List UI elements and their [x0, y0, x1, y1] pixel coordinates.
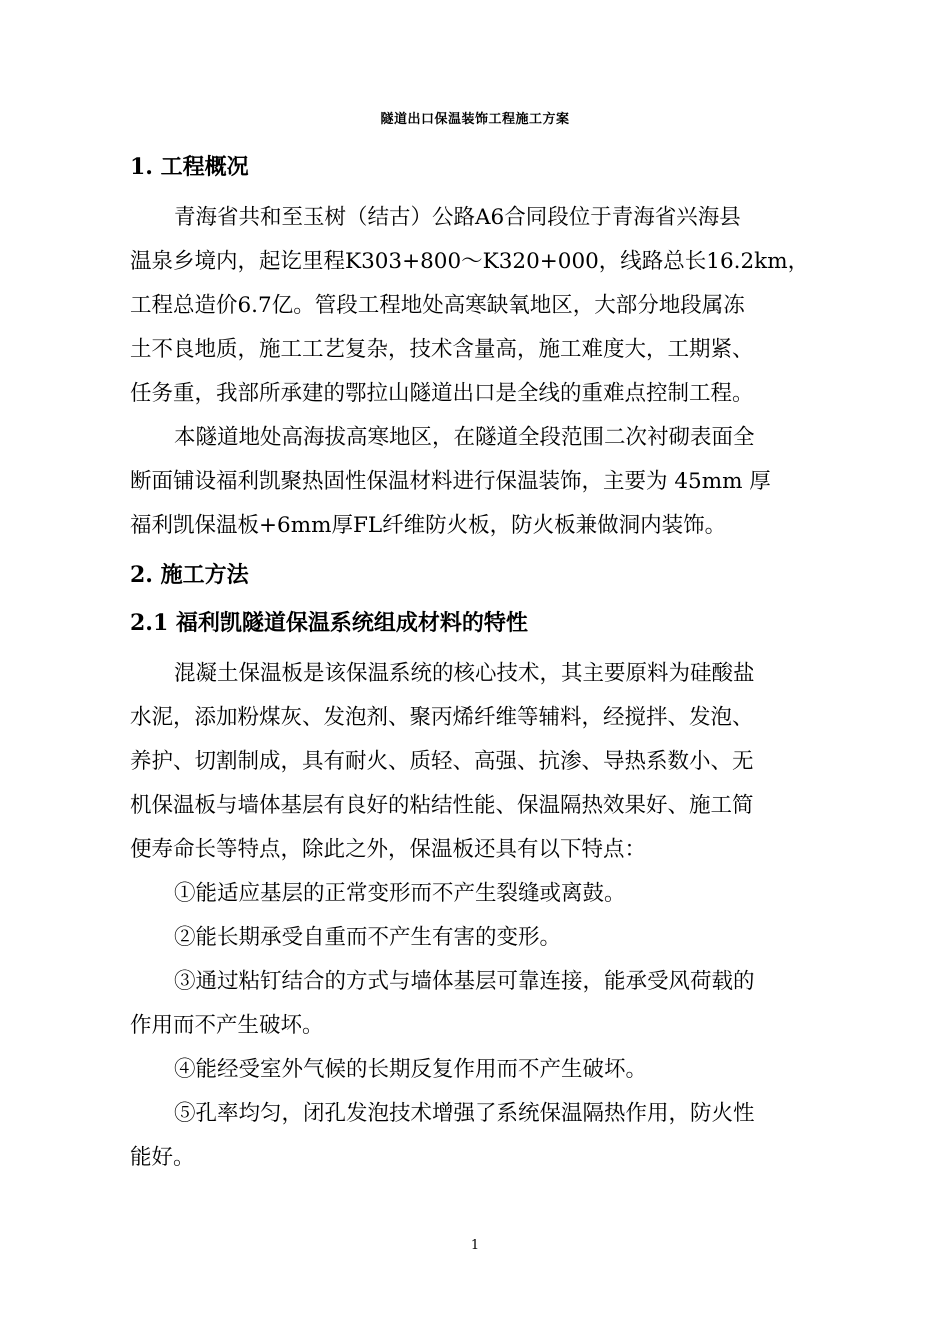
section-2-heading: 2. 施工方法 — [130, 562, 249, 588]
paragraph-line: 青海省共和至玉树（结古）公路A6合同段位于青海省兴海县 — [174, 205, 741, 230]
page-number: 1 — [470, 1238, 480, 1253]
paragraph-line: 福利凯保温板+6mm厚FL纤维防火板，防火板兼做洞内装饰。 — [130, 513, 727, 538]
feature-item-2 — [130, 916, 882, 960]
paragraph-line: ⑤孔率均匀，闭孔发泡技术增强了系统保温隔热作用，防火性 — [174, 1101, 755, 1126]
feature-item-3 — [130, 960, 882, 1048]
paragraph-line: 任务重，我部所承建的鄂拉山隧道出口是全线的重难点控制工程。 — [130, 381, 754, 406]
paragraph-line: 本隧道地处高海拔高寒地区，在隧道全段范围二次衬砌表面全 — [174, 425, 755, 450]
paragraph-line: 养护、切割制成，具有耐火、质轻、高强、抗渗、导热系数小、无 — [130, 749, 754, 774]
section-1-paragraph-1 — [130, 196, 882, 416]
section-2-1-paragraph — [130, 652, 882, 872]
paragraph-line: ③通过粘钉结合的方式与墙体基层可靠连接，能承受风荷载的 — [174, 969, 755, 994]
paragraph-line: 断面铺设福利凯聚热固性保温材料进行保温装饰，主要为 45mm 厚 — [130, 469, 771, 494]
paragraph-line: 混凝土保温板是该保温系统的核心技术，其主要原料为硅酸盐 — [174, 661, 755, 686]
paragraph-line: 工程总造价6.7亿。管段工程地处高寒缺氧地区，大部分地段属冻 — [130, 293, 745, 318]
feature-item-1 — [130, 872, 882, 916]
feature-item-5 — [130, 1092, 882, 1180]
paragraph-line: ②能长期承受自重而不产生有害的变形。 — [174, 925, 562, 950]
paragraph-line: 能好。 — [130, 1145, 195, 1170]
paragraph-line: ④能经受室外气候的长期反复作用而不产生破坏。 — [174, 1057, 648, 1082]
paragraph-line: 便寿命长等特点，除此之外，保温板还具有以下特点： — [130, 837, 647, 862]
feature-item-4 — [130, 1048, 882, 1092]
paragraph-line: 作用而不产生破坏。 — [130, 1013, 324, 1038]
section-1-heading: 1. 工程概况 — [130, 154, 249, 180]
paragraph-line: 温泉乡境内，起讫里程K303+800～K320+000，线路总长16.2km， — [130, 249, 810, 274]
section-1-paragraph-2 — [130, 416, 882, 548]
paragraph-line: ①能适应基层的正常变形而不产生裂缝或离鼓。 — [174, 881, 626, 906]
paragraph-line: 土不良地质，施工工艺复杂，技术含量高，施工难度大，工期紧、 — [130, 337, 754, 362]
document-title: 隧道出口保温装饰工程施工方案 — [380, 112, 570, 127]
paragraph-line: 机保温板与墙体基层有良好的粘结性能、保温隔热效果好、施工简 — [130, 793, 754, 818]
paragraph-line: 水泥，添加粉煤灰、发泡剂、聚丙烯纤维等辅料，经搅拌、发泡、 — [130, 705, 754, 730]
section-2-1-heading: 2.1 福利凯隧道保温系统组成材料的特性 — [130, 610, 528, 636]
